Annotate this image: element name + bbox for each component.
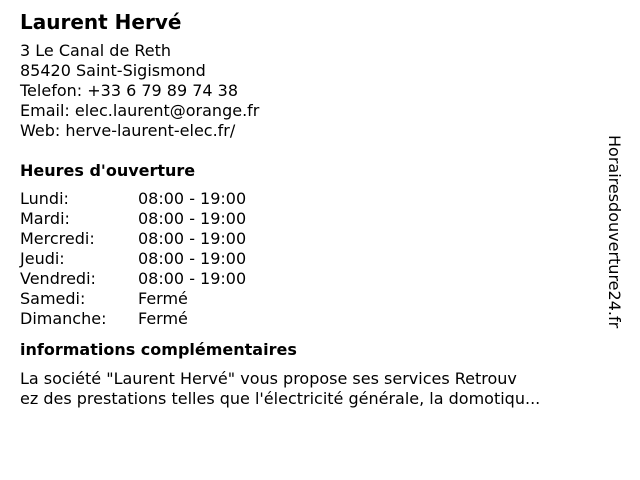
hours-row-tuesday [20,209,600,229]
info-line-2: ez des prestations telles que l'électricité générale, la domotiqu... [20,389,541,408]
day-label: Mercredi: [20,229,95,248]
day-hours: 08:00 - 19:00 [138,209,247,228]
address-line-1: 3 Le Canal de Reth [20,41,172,60]
day-hours: 08:00 - 19:00 [138,249,247,268]
hours-row-wednesday [20,229,600,249]
business-card [20,8,600,409]
hours-row-monday [20,189,600,209]
email-line: Email: elec.laurent@orange.fr [20,101,260,120]
day-label: Jeudi: [20,249,65,268]
info-title: informations complémentaires [20,340,297,359]
site-brand-vertical: Horairesdouverture24.fr [605,135,624,329]
day-label: Dimanche: [20,309,107,328]
day-hours: 08:00 - 19:00 [138,269,247,288]
day-hours: 08:00 - 19:00 [138,229,247,248]
hours-row-sunday [20,309,600,329]
hours-row-friday [20,269,600,289]
hours-title: Heures d'ouverture [20,161,196,180]
contact-block [20,41,600,141]
hours-row-thursday [20,249,600,269]
day-hours: Fermé [138,309,188,328]
day-hours: 08:00 - 19:00 [138,189,247,208]
day-hours: Fermé [138,289,188,308]
address-line-2: 85420 Saint-Sigismond [20,61,206,80]
info-description [20,369,600,409]
day-label: Vendredi: [20,269,96,288]
hours-row-saturday [20,289,600,309]
info-line-1: La société "Laurent Hervé" vous propose ses services Retrouv [20,369,517,388]
day-label: Mardi: [20,209,70,228]
opening-hours-table [20,189,600,329]
phone-line: Telefon: +33 6 79 89 74 38 [20,81,239,100]
day-label: Lundi: [20,189,69,208]
day-label: Samedi: [20,289,86,308]
business-name: Laurent Hervé [20,10,182,34]
web-line: Web: herve-laurent-elec.fr/ [20,121,236,140]
